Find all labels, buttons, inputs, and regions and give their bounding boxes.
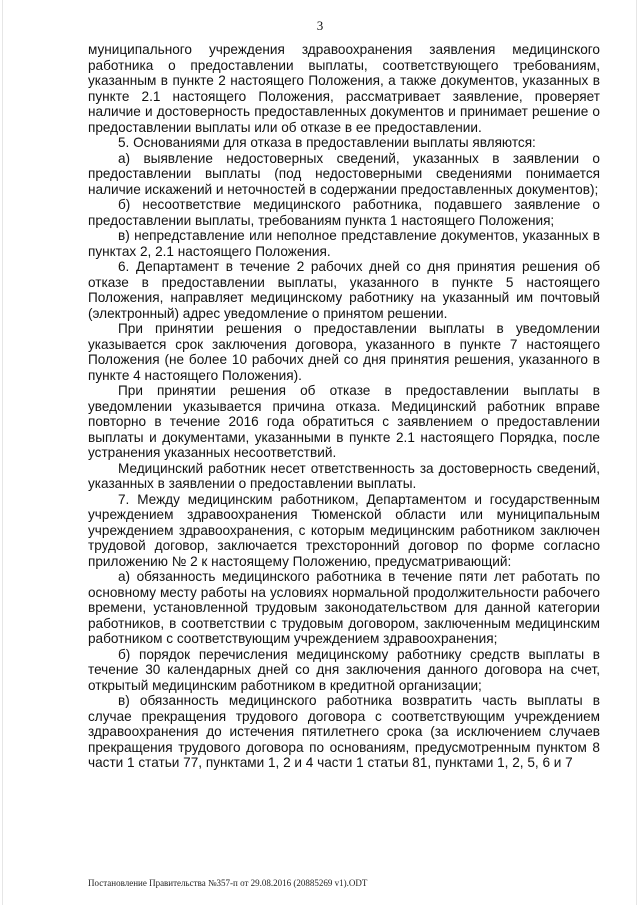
paragraph-item-5b: б) несоответствие медицинского работника, подавшего заявление о предоставлении выплаты, требованиям пункта 1 настоящего Положения; [88,197,600,228]
paragraph-item-5v: в) непредставление или неполное представление документов, указанных в пунктах 2, 2.1 настоящего Положения. [88,228,600,259]
page-number: 3 [316,18,324,33]
document-body [88,42,600,771]
scan-edge-right [636,0,637,905]
paragraph-item-7a: а) обязанность медицинского работника в течение пяти лет работать по основному месту работы на условиях нормальной продолжительности рабочего времени, установленной трудовым законодательством для данной категории работников, в соответствии с трудовым договором, заключенным медицинским работником с соответствующим учреждением здравоохранения; [88,569,600,646]
paragraph-item-7v: в) обязанность медицинского работника возвратить часть выплаты в случае прекращения трудового договора с соответствующим учреждением здравоохранения до истечения пятилетнего срока (за исключением случаев прекращения трудового договора по основаниям, предусмотренным пунктом 8 части 1 статьи 77, пунктами 1, 2 и 4 части 1 статьи 81, пунктами 1, 2, 5, 6 и 7 [88,693,600,770]
paragraph-approval-notice: При принятии решения о предоставлении выплаты в уведомлении указывается срок заключения договора, указанного в пункте 7 настоящего Положения (не более 10 рабочих дней со дня принятия решения, указанного в пункте 4 настоящего Положения). [88,321,600,383]
paragraph-responsibility: Медицинский работник несет ответственность за достоверность сведений, указанных в заявлении о предоставлении выплаты. [88,460,600,491]
scan-edge-left [2,0,3,905]
paragraph-item-7: 7. Между медицинским работником, Департаментом и государственным учреждением здравоохранения Тюменской области или муниципальным учреждением здравоохранения, с которым медицинским работником заключен трудовой договор, заключается трехсторонний договор по форме согласно приложению № 2 к настоящему Положению, предусматривающий: [88,491,600,569]
document-footer: Постановление Правительства №357-п от 29.08.2016 (20885269 v1).ODT [88,878,368,888]
paragraph-refusal-notice: При принятии решения об отказе в предоставлении выплаты в уведомлении указывается причина отказа. Медицинский работник вправе повторно в течение 2016 года обратиться с заявлением о предоставлении выплаты и документами, указанными в пункте 2.1 настоящего Порядка, после устранения указанных несоответствий. [88,383,600,460]
paragraph-item-5a: а) выявление недостоверных сведений, указанных в заявлении о предоставлении выплаты (под недостоверными сведениями понимается наличие искажений и неточностей в содержании предоставленных документов); [88,150,600,197]
paragraph-item-5: 5. Основаниями для отказа в предоставлении выплаты являются: [118,135,536,150]
paragraph-continuation: муниципального учреждения здравоохранения заявления медицинского работника о предоставлении выплаты, соответствующего требованиям, указанным в пункте 2 настоящего Положения, а также документов, указанных в пункте 2.1 настоящего Положения, рассматривает заявление, проверяет наличие и достоверность предоставленных документов и принимает решение о предоставлении выплаты или об отказе в ее предоставлении. [88,42,600,135]
paragraph-item-6: 6. Департамент в течение 2 рабочих дней со дня принятия решения об отказе в предоставлении выплаты, указанного в пункте 5 настоящего Положения, направляет медицинскому работнику на указанный им почтовый (электронный) адрес уведомление о принятом решении. [88,259,600,321]
paragraph-item-7b: б) порядок перечисления медицинскому работнику средств выплаты в течение 30 календарных дней со дня заключения данного договора на счет, открытый медицинским работником в кредитной организации; [88,646,600,693]
